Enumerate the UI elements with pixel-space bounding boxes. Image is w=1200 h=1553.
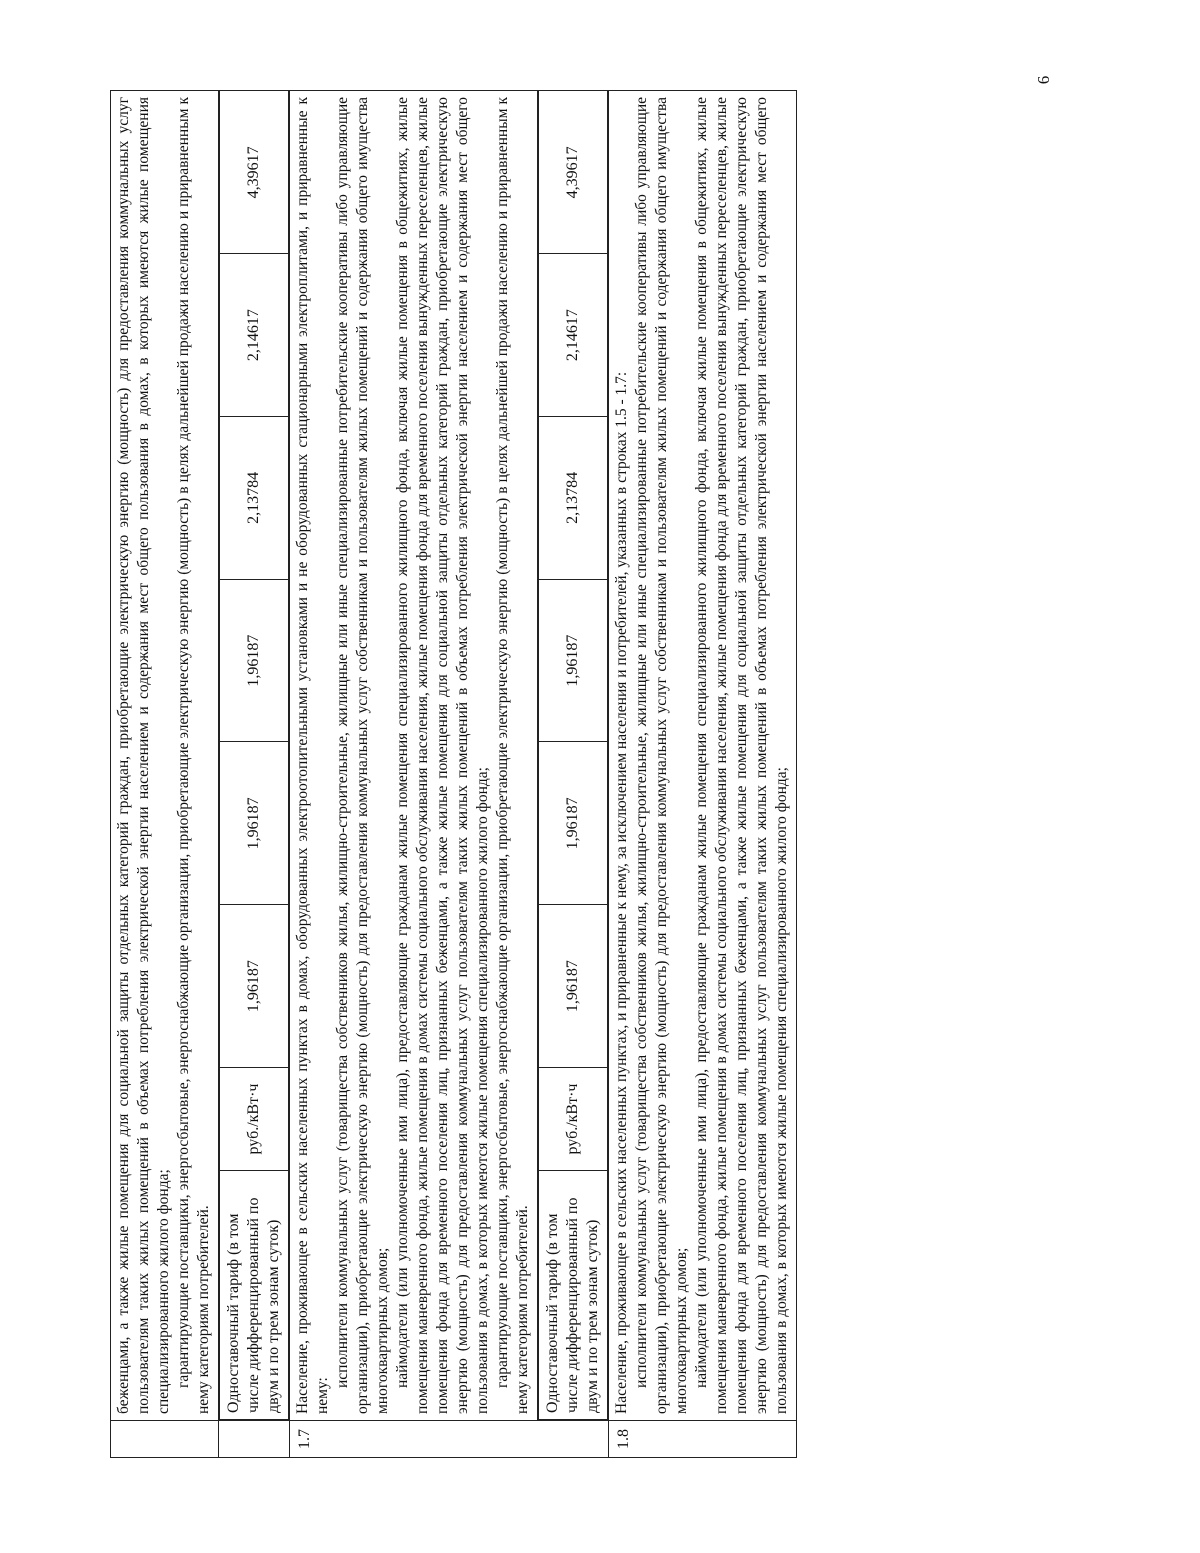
tariff-value: 2,14617: [539, 254, 608, 417]
tariff-table: [219, 91, 289, 1421]
section-description: [609, 91, 797, 1421]
paragraph: исполнители коммунальных услуг (товарищества собственников жилья, жилищно-строительные, жилищные или иные специализированные потребительские кооперативы либо управляющие организации), приобретающие электрическую энергию (мощность) для предоставления коммунальных услуг собственникам и пользователям жилых помещений и содержания общего имущества многоквартирных домов;: [633, 97, 690, 1414]
tariff-name: Одноставочный тариф (в том числе дифференцированный по двум и по трем зонам суток): [220, 1171, 289, 1420]
section-row-1-7: [290, 91, 538, 1458]
row-number-cell: 1.7: [290, 1421, 609, 1458]
tariff-value: 2,14617: [220, 254, 289, 417]
tariff-cell: [538, 91, 609, 1421]
section-description: [111, 91, 219, 1421]
paragraph: наймодатели (или уполномоченные ими лица), предоставляющие гражданам жилые помещения специализированного жилищного фонда, включая жилые помещения в общежитиях, жилые помещения маневренного фонда, жилые помещения в домах системы социального обслуживания населения, жилые помещения фонда для временного поселения вынужденных переселенцев, жилые помещения фонда для временного поселения лиц, признанных беженцами, а также жилые помещения для социальной защиты отдельных категорий граждан, приобретающие электрическую энергию (мощность) для предоставления коммунальных услуг пользователям таких жилых помещений в объемах потребления электрической энергии населением и содержания мест общего пользования в домах, в которых имеются жилые помещения специализированного жилого фонда;: [394, 97, 491, 1414]
paragraph: беженцами, а также жилые помещения для социальной защиты отдельных категорий граждан, приобретающие электрическую энергию (мощность) для предоставления коммунальных услуг пользователям таких жилых помещений в объемах потребления электрической энергии населением и содержания мест общего пользования в домах, в которых имеются жилые помещения специализированного жилого фонда;: [115, 97, 172, 1414]
tariff-value: 4,39617: [220, 91, 289, 254]
tariff-value: 2,13784: [220, 417, 289, 580]
tariff-unit: руб./кВт·ч: [220, 1068, 289, 1171]
page-number: 6: [1034, 75, 1053, 85]
tariff-cell: [219, 91, 290, 1421]
tariff-unit: руб./кВт·ч: [539, 1068, 608, 1171]
section-row-1-8: [609, 91, 797, 1458]
tariff-name: Одноставочный тариф (в том числе дифференцированный по двум и по трем зонам суток): [539, 1171, 608, 1420]
tariff-value: 1,96187: [539, 579, 608, 742]
tariff-value: 4,39617: [539, 91, 608, 254]
paragraph: Население, проживающее в сельских населенных пунктах, и приравненные к нему, за исключением населения и потребителей, указанных в строках 1.5 - 1.7:: [613, 371, 630, 1414]
tariff-value: 1,96187: [539, 742, 608, 905]
row-number-cell: 1.8: [609, 1421, 797, 1458]
paragraph: Население, проживающее в сельских населенных пунктах в домах, оборудованных электроотопительными установками и не оборудованных стационарными электроплитами, и приравненные к нему:: [294, 97, 331, 1414]
paragraph: наймодатели (или уполномоченные ими лица), предоставляющие гражданам жилые помещения специализированного жилищного фонда, включая жилые помещения в общежитиях, жилые помещения маневренного фонда, жилые помещения в домах системы социального обслуживания населения, жилые помещения фонда для временного поселения вынужденных переселенцев, жилые помещения фонда для временного поселения лиц, признанных беженцами, а также жилые помещения для социальной защиты отдельных категорий граждан, приобретающие электрическую энергию (мощность) для предоставления коммунальных услуг пользователям таких жилых помещений в объемах потребления электрической энергии населением и содержания мест общего пользования в домах, в которых имеются жилые помещения специализированного жилого фонда;: [693, 97, 790, 1414]
tariff-value: 1,96187: [220, 742, 289, 905]
paragraph: гарантирующие поставщики, энергосбытовые, энергоснабжающие организации, приобретающие электрическую энергию (мощность) в целях дальнейшей продажи населению и приравненным к нему категориям потребителей.: [175, 97, 212, 1414]
tariff-value: 2,13784: [539, 417, 608, 580]
tariff-value: 1,96187: [220, 905, 289, 1068]
tariff-row-1-7: [538, 91, 609, 1458]
rotated-content: [110, 90, 1040, 1458]
row-number-cell: [219, 1421, 290, 1458]
section-row-continuation: [111, 91, 219, 1458]
paragraph: исполнители коммунальных услуг (товарищества собственников жилья, жилищно-строительные, жилищные или иные специализированные потребительские кооперативы либо управляющие организации), приобретающие электрическую энергию (мощность) для предоставления коммунальных услуг собственникам и пользователям жилых помещений и содержания общего имущества многоквартирных домов;: [334, 97, 391, 1414]
tariff-value: 1,96187: [539, 905, 608, 1068]
tariff-document-table: [110, 90, 797, 1458]
tariff-row-continuation: [219, 91, 290, 1458]
row-number-cell: [111, 1421, 219, 1458]
tariff-table: [538, 91, 608, 1421]
section-description: [290, 91, 538, 1421]
tariff-value: 1,96187: [220, 579, 289, 742]
paragraph: гарантирующие поставщики, энергосбытовые, энергоснабжающие организации, приобретающие электрическую энергию (мощность) в целях дальнейшей продажи населению и приравненным к нему категориям потребителей.: [494, 97, 531, 1414]
